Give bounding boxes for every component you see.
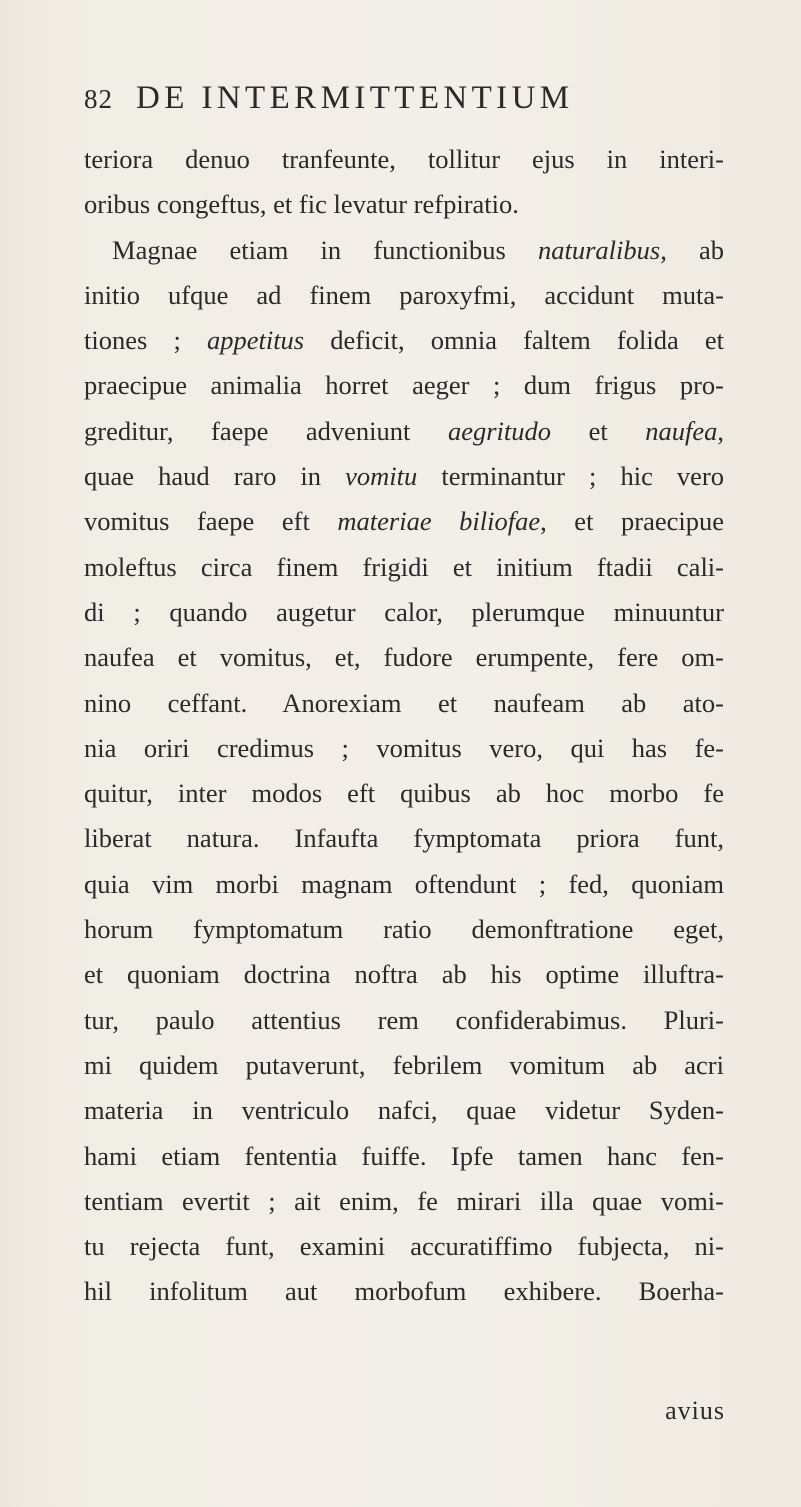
text-line (84, 1179, 724, 1224)
text-segment: , (717, 415, 725, 446)
text-line (84, 726, 724, 771)
body-text (84, 137, 724, 1315)
text-segment: quitur, inter modos eft quibus ab hoc morbo fe (84, 778, 724, 809)
page-header (84, 80, 724, 124)
text-segment: hil infolitum aut morbofum exhibere. Boerha- (84, 1276, 724, 1307)
text-segment: teriora denuo tranfeunte, tollitur ejus in interi- (84, 144, 724, 174)
text-segment: oribus congeftus, et fic levatur refpiratio. (84, 189, 519, 220)
text-segment: hami etiam fententia fuiffe. Ipfe tamen hanc fen- (84, 1140, 724, 1171)
text-line (84, 228, 724, 273)
italic-term: materiae biliofae (337, 506, 541, 537)
text-line (84, 1088, 724, 1133)
text-line (84, 907, 724, 952)
text-line (84, 998, 724, 1043)
text-segment: materia in ventriculo nafci, quae videtur Syden- (84, 1095, 724, 1126)
text-line (84, 182, 724, 227)
text-line (84, 137, 724, 182)
italic-term: appetitus (206, 325, 305, 356)
text-segment: , ab (660, 234, 725, 265)
text-line (84, 681, 724, 726)
catchword: avius (665, 1396, 725, 1425)
text-segment: vomitus faepe eft (84, 506, 338, 537)
text-segment: et quoniam doctrina noftra ab his optime illuftra- (84, 959, 724, 990)
italic-term: aegritudo (447, 415, 552, 446)
text-line (84, 409, 724, 454)
text-line (84, 771, 724, 816)
text-segment: initio ufque ad finem paroxyfmi, accidunt muta- (84, 279, 724, 310)
text-line (84, 363, 724, 408)
text-segment: tur, paulo attentius rem confiderabimus. Pluri- (84, 1004, 724, 1035)
text-segment: terminantur ; hic vero (417, 461, 725, 492)
text-line (84, 318, 724, 363)
text-line (84, 1134, 724, 1179)
text-segment: liberat natura. Infaufta fymptomata priora funt, (84, 823, 724, 854)
text-line (84, 1224, 724, 1269)
text-segment: mi quidem putaverunt, febrilem vomitum ab acri (84, 1049, 724, 1080)
text-line (84, 816, 724, 861)
text-segment: horum fymptomatum ratio demonftratione eget, (84, 914, 724, 945)
italic-term: naufea (645, 415, 718, 446)
italic-term: naturalibus (537, 234, 661, 265)
text-segment: nia oriri credimus ; vomitus vero, qui has fe- (84, 732, 724, 763)
text-segment: moleftus circa finem frigidi et initium ftadii cali- (84, 551, 724, 582)
text-segment: di ; quando augetur calor, plerumque minuuntur (84, 596, 724, 627)
text-segment: tiones ; (84, 325, 207, 356)
text-segment: quia vim morbi magnam oftendunt ; fed, quoniam (84, 868, 724, 899)
text-line (84, 454, 724, 499)
text-segment: greditur, faepe adveniunt (84, 415, 448, 446)
text-line (84, 1269, 724, 1314)
text-segment: naufea et vomitus, et, fudore erumpente, fere om- (84, 642, 724, 673)
text-segment: praecipue animalia horret aeger ; dum frigus pro- (84, 370, 724, 401)
text-line (84, 499, 724, 544)
italic-term: vomitu (345, 461, 418, 492)
text-segment: Magnae etiam in functionibus (112, 234, 538, 265)
running-title: DE INTERMITTENTIUM (136, 80, 574, 116)
text-line (84, 952, 724, 997)
text-segment: deficit, omnia faltem folida et (304, 325, 724, 356)
text-line (84, 635, 724, 680)
text-line (84, 545, 724, 590)
page-number: 82 (84, 84, 113, 114)
text-line (84, 590, 724, 635)
text-line (84, 1043, 724, 1088)
text-segment: nino ceffant. Anorexiam et naufeam ab ato- (84, 687, 724, 718)
text-line (84, 273, 724, 318)
text-segment: et (551, 415, 646, 446)
text-segment: tentiam evertit ; ait enim, fe mirari illa quae vomi- (84, 1185, 724, 1216)
text-segment: quae haud raro in (84, 461, 346, 492)
text-line (84, 862, 724, 907)
text-segment: , et praecipue (540, 506, 724, 537)
text-segment: tu rejecta funt, examini accuratiffimo fubjecta, ni- (84, 1231, 724, 1262)
